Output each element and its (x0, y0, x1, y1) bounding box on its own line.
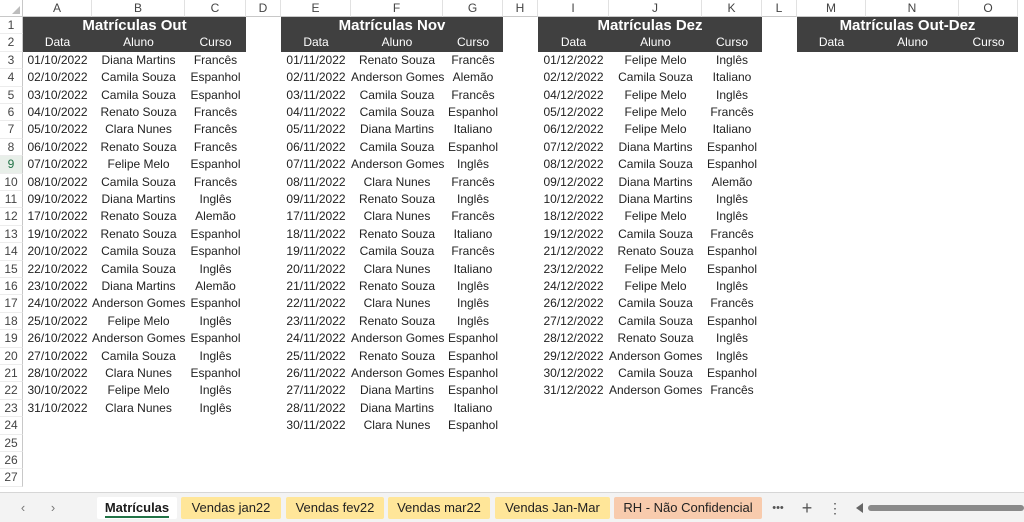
table-cell[interactable]: 02/10/2022 (27, 70, 88, 85)
table-cell[interactable]: Espanhol (190, 70, 241, 85)
table-cell[interactable]: 05/12/2022 (543, 105, 604, 119)
row-header-23[interactable]: 23 (0, 400, 23, 417)
table-cell[interactable]: Renato Souza (100, 105, 177, 119)
table-cell[interactable]: 06/11/2022 (286, 139, 346, 154)
column-label-data: Data (281, 34, 351, 51)
table-cell[interactable]: Espanhol (706, 139, 758, 154)
column-label-data: Data (538, 34, 609, 51)
sheet-tab[interactable]: RH - Não Confidencial (614, 497, 762, 519)
table-cell[interactable]: Francês (451, 52, 495, 67)
sheet-tab[interactable]: Vendas jan22 (181, 497, 281, 519)
table-cell[interactable]: Inglês (456, 279, 490, 293)
table-cell[interactable]: Diana Martins (101, 279, 176, 293)
table-cell[interactable]: 30/11/2022 (286, 418, 346, 433)
table-cell[interactable]: Francês (193, 105, 238, 119)
row-header-3[interactable]: 3 (0, 52, 23, 69)
table-cell[interactable]: Inglês (715, 279, 749, 293)
table-cell[interactable]: 07/10/2022 (27, 157, 88, 172)
table-cell[interactable]: Alemão (711, 174, 753, 189)
table-cell[interactable]: Camila Souza (359, 139, 435, 154)
table-cell[interactable]: Diana Martins (359, 122, 435, 137)
table-cell[interactable]: Francês (451, 174, 495, 189)
table-cell[interactable]: Espanhol (190, 366, 241, 380)
column-header-g[interactable]: G (443, 0, 503, 17)
table-cell[interactable]: Inglês (199, 348, 232, 363)
table-cell[interactable]: Clara Nunes (363, 261, 431, 276)
table-cell[interactable]: Clara Nunes (363, 209, 431, 224)
table-cell[interactable]: Inglês (199, 261, 232, 276)
table-cell[interactable]: Inglês (715, 87, 749, 102)
table-cell[interactable]: Espanhol (447, 348, 499, 363)
table-cell[interactable]: 25/11/2022 (286, 348, 346, 363)
table-cell[interactable]: 27/11/2022 (286, 383, 346, 398)
select-all-corner[interactable] (0, 0, 23, 17)
table-cell[interactable]: Camila Souza (359, 244, 435, 259)
table-cell[interactable]: Italiano (712, 122, 752, 137)
table-cell[interactable]: Espanhol (447, 366, 499, 380)
table-cell[interactable]: Felipe Melo (107, 157, 170, 172)
table-cell[interactable]: Camila Souza (101, 70, 176, 85)
table-cell[interactable]: Camila Souza (101, 244, 176, 259)
table-cell[interactable]: Espanhol (447, 105, 499, 119)
table-cell[interactable]: Espanhol (447, 383, 499, 398)
table-cell[interactable]: Francês (710, 226, 754, 241)
table-cell[interactable]: 01/12/2022 (543, 52, 604, 67)
table-cell[interactable]: 08/12/2022 (543, 157, 604, 172)
table-title: Matrículas Out-Dez (797, 17, 1018, 34)
table-cell[interactable]: 06/10/2022 (27, 139, 88, 154)
table-cell[interactable]: Alemão (195, 279, 236, 293)
table-cell[interactable]: Renato Souza (100, 139, 177, 154)
table-cell[interactable]: Felipe Melo (107, 313, 170, 328)
table-cell[interactable]: Clara Nunes (363, 296, 431, 311)
sheet-tab[interactable]: Vendas Jan-Mar (495, 497, 610, 519)
table-cell[interactable]: Inglês (456, 157, 490, 172)
row-header-15[interactable]: 15 (0, 261, 23, 278)
row-header-8[interactable]: 8 (0, 139, 23, 156)
table-cell[interactable]: 04/10/2022 (27, 105, 88, 119)
table-title: Matrículas Out (23, 17, 246, 34)
table-cell[interactable]: 19/12/2022 (543, 226, 604, 241)
table-cell[interactable]: Espanhol (706, 261, 758, 276)
sheet-tab[interactable]: Vendas fev22 (286, 497, 384, 519)
row-header-16[interactable]: 16 (0, 278, 23, 295)
table-cell[interactable]: Camila Souza (101, 87, 176, 102)
table-cell[interactable]: 08/11/2022 (286, 174, 346, 189)
more-sheets-icon[interactable]: ••• (772, 502, 784, 514)
table-cell[interactable]: Felipe Melo (624, 52, 687, 67)
row-header-18[interactable]: 18 (0, 313, 23, 330)
table-cell[interactable]: Inglês (715, 192, 749, 206)
table-cell[interactable]: Renato Souza (100, 209, 177, 224)
table-cell[interactable]: Espanhol (447, 418, 499, 433)
column-header-a[interactable]: A (23, 0, 92, 17)
scrollbar-thumb[interactable] (868, 505, 1024, 511)
table-cell[interactable]: 24/10/2022 (27, 296, 88, 311)
column-header-l[interactable]: L (762, 0, 797, 17)
table-cell[interactable]: Espanhol (706, 157, 758, 172)
table-cell[interactable]: 31/12/2022 (543, 383, 604, 398)
table-cell[interactable]: 22/11/2022 (286, 296, 346, 311)
table-cell[interactable]: Felipe Melo (624, 261, 687, 276)
table-cell[interactable]: 30/10/2022 (27, 383, 88, 398)
row-header-1[interactable]: 1 (0, 17, 23, 34)
row-header-11[interactable]: 11 (0, 191, 23, 208)
table-cell[interactable]: 22/10/2022 (27, 261, 88, 276)
table-cell[interactable]: Camila Souza (618, 313, 693, 328)
row-header-26[interactable]: 26 (0, 452, 23, 469)
table-cell[interactable]: 27/12/2022 (543, 313, 604, 328)
table-cell[interactable]: 17/11/2022 (286, 209, 346, 224)
table-cell[interactable]: Inglês (456, 192, 490, 206)
table-cell[interactable]: Espanhol (190, 331, 241, 346)
table-cell[interactable]: Camila Souza (359, 105, 435, 119)
row-header-27[interactable]: 27 (0, 469, 23, 486)
table-cell[interactable]: 18/12/2022 (543, 209, 604, 224)
column-header-d[interactable]: D (246, 0, 281, 17)
row-header-13[interactable]: 13 (0, 226, 23, 243)
table-cell[interactable]: 17/10/2022 (27, 209, 88, 224)
table-cell[interactable]: Camila Souza (618, 296, 693, 311)
column-label-data: Data (797, 34, 866, 51)
table-cell[interactable]: Francês (451, 244, 495, 259)
table-cell[interactable]: 27/10/2022 (27, 348, 88, 363)
table-cell[interactable]: Inglês (199, 313, 232, 328)
table-cell[interactable]: Espanhol (190, 87, 241, 102)
table-cell[interactable]: 29/12/2022 (543, 348, 604, 363)
scroll-tabs-left-icon[interactable]: ‹ (20, 500, 26, 515)
table-cell[interactable]: 28/11/2022 (286, 400, 346, 415)
row-header-19[interactable]: 19 (0, 330, 23, 347)
table-cell[interactable]: 09/11/2022 (286, 192, 346, 206)
table-cell[interactable]: 20/11/2022 (286, 261, 346, 276)
table-cell[interactable]: 26/11/2022 (286, 366, 346, 380)
table-title: Matrículas Nov (281, 17, 503, 34)
table-cell[interactable]: Anderson Gomes (351, 70, 445, 85)
row-header-7[interactable]: 7 (0, 121, 23, 138)
table-cell[interactable]: Diana Martins (101, 52, 176, 67)
column-header-k[interactable]: K (702, 0, 762, 17)
column-header-f[interactable]: F (351, 0, 443, 17)
column-label-curso: Curso (702, 34, 762, 51)
column-label-curso: Curso (443, 34, 503, 51)
table-cell[interactable]: Anderson Gomes (609, 348, 703, 363)
row-header-2[interactable]: 2 (0, 34, 23, 51)
column-header-o[interactable]: O (959, 0, 1018, 17)
table-cell[interactable]: Inglês (715, 52, 749, 67)
table-cell[interactable]: 24/11/2022 (286, 331, 346, 346)
horizontal-scrollbar[interactable] (856, 503, 1024, 513)
table-cell[interactable]: 21/11/2022 (286, 279, 346, 293)
column-label-curso: Curso (185, 34, 246, 51)
table-cell[interactable]: 06/12/2022 (543, 122, 604, 137)
column-header-e[interactable]: E (281, 0, 351, 17)
table-cell[interactable]: 25/10/2022 (27, 313, 88, 328)
table-cell[interactable]: Espanhol (447, 139, 499, 154)
table-cell[interactable]: Felipe Melo (624, 87, 687, 102)
table-cell[interactable]: Espanhol (190, 157, 241, 172)
table-cell[interactable]: 08/10/2022 (27, 174, 88, 189)
row-header-25[interactable]: 25 (0, 435, 23, 452)
table-cell[interactable]: 02/12/2022 (543, 70, 604, 85)
table-cell[interactable]: Diana Martins (359, 383, 435, 398)
table-cell[interactable]: Anderson Gomes (351, 331, 445, 346)
column-header-c[interactable]: C (185, 0, 246, 17)
table-cell[interactable]: Inglês (199, 192, 232, 206)
add-sheet-icon[interactable]: + (801, 498, 813, 518)
table-cell[interactable]: 19/11/2022 (286, 244, 346, 259)
table-cell[interactable]: Felipe Melo (624, 209, 687, 224)
table-cell[interactable]: Italiano (453, 226, 493, 241)
table-cell[interactable]: Inglês (715, 348, 749, 363)
table-cell[interactable]: Francês (193, 122, 238, 137)
table-cell[interactable]: 03/10/2022 (27, 87, 88, 102)
table-cell[interactable]: 28/10/2022 (27, 366, 88, 380)
table-cell[interactable]: Espanhol (190, 296, 241, 311)
row-header-22[interactable]: 22 (0, 382, 23, 399)
table-cell[interactable]: Diana Martins (618, 192, 693, 206)
table-cell[interactable]: Espanhol (706, 244, 758, 259)
table-cell[interactable]: 23/10/2022 (27, 279, 88, 293)
table-cell[interactable]: Camila Souza (618, 226, 693, 241)
table-cell[interactable]: Clara Nunes (363, 174, 431, 189)
table-cell[interactable]: Camila Souza (101, 174, 176, 189)
table-cell[interactable]: 23/11/2022 (286, 313, 346, 328)
table-title: Matrículas Dez (538, 17, 762, 34)
table-cell[interactable]: Anderson Gomes (609, 383, 703, 398)
table-cell[interactable]: Renato Souza (358, 313, 436, 328)
row-header-20[interactable]: 20 (0, 348, 23, 365)
column-label-aluno: Aluno (351, 34, 443, 51)
options-icon[interactable]: ⋮ (828, 500, 842, 516)
table-cell[interactable]: Francês (193, 174, 238, 189)
table-cell[interactable]: Espanhol (190, 226, 241, 241)
table-cell[interactable]: Diana Martins (359, 400, 435, 415)
row-header-9[interactable]: 9 (0, 156, 23, 173)
table-cell[interactable]: 24/12/2022 (543, 279, 604, 293)
scroll-left-arrow-icon[interactable] (856, 503, 863, 513)
table-cell[interactable]: 26/10/2022 (27, 331, 88, 346)
table-cell[interactable]: Francês (451, 87, 495, 102)
table-cell[interactable]: 23/12/2022 (543, 261, 604, 276)
table-cell[interactable]: 21/12/2022 (543, 244, 604, 259)
column-label-curso: Curso (959, 34, 1018, 51)
table-cell[interactable]: Camila Souza (618, 366, 693, 380)
row-header-4[interactable]: 4 (0, 69, 23, 86)
column-label-aluno: Aluno (609, 34, 702, 51)
table-cell[interactable]: Clara Nunes (105, 122, 172, 137)
table-cell[interactable]: 04/12/2022 (543, 87, 604, 102)
table-cell[interactable]: Felipe Melo (107, 383, 170, 398)
table-cell[interactable]: Anderson Gomes (351, 157, 445, 172)
table-cell[interactable]: 09/12/2022 (543, 174, 604, 189)
column-header-i[interactable]: I (538, 0, 609, 17)
table-cell[interactable]: 01/10/2022 (27, 52, 88, 67)
table-cell[interactable]: Renato Souza (100, 226, 177, 241)
table-cell[interactable]: Francês (710, 383, 754, 398)
table-cell[interactable]: Inglês (715, 209, 749, 224)
table-cell[interactable]: 18/11/2022 (286, 226, 346, 241)
table-cell[interactable]: Renato Souza (617, 244, 694, 259)
table-cell[interactable]: Clara Nunes (363, 418, 431, 433)
table-cell[interactable]: Renato Souza (358, 279, 436, 293)
table-cell[interactable]: Italiano (453, 261, 493, 276)
row-header-17[interactable]: 17 (0, 295, 23, 312)
table-cell[interactable]: 07/12/2022 (543, 139, 604, 154)
table-cell[interactable]: Francês (193, 139, 238, 154)
table-cell[interactable]: Camila Souza (359, 87, 435, 102)
table-cell[interactable]: Camila Souza (101, 261, 176, 276)
table-cell[interactable]: Felipe Melo (624, 105, 687, 119)
row-header-24[interactable]: 24 (0, 417, 23, 434)
table-cell[interactable]: Inglês (715, 331, 749, 346)
table-cell[interactable]: Felipe Melo (624, 279, 687, 293)
column-header-j[interactable]: J (609, 0, 702, 17)
column-header-h[interactable]: H (503, 0, 538, 17)
table-cell[interactable]: Inglês (456, 296, 490, 311)
table-cell[interactable]: Francês (451, 209, 495, 224)
table-cell[interactable]: 10/12/2022 (543, 192, 604, 206)
row-header-10[interactable]: 10 (0, 174, 23, 191)
table-cell[interactable]: 04/11/2022 (286, 105, 346, 119)
table-cell[interactable]: Camila Souza (101, 348, 176, 363)
table-cell[interactable]: Diana Martins (618, 174, 693, 189)
scroll-tabs-right-icon[interactable]: › (50, 500, 56, 515)
column-label-aluno: Aluno (866, 34, 959, 51)
table-cell[interactable]: Diana Martins (618, 139, 693, 154)
table-cell[interactable]: 05/10/2022 (27, 122, 88, 137)
table-cell[interactable]: 05/11/2022 (286, 122, 346, 137)
table-cell[interactable]: Italiano (453, 400, 493, 415)
table-cell[interactable]: Francês (710, 105, 754, 119)
table-cell[interactable]: Alemão (452, 70, 494, 85)
table-cell[interactable]: Renato Souza (358, 348, 436, 363)
table-cell[interactable]: Italiano (453, 122, 493, 137)
sheet-tab-bar (0, 492, 1024, 522)
table-cell[interactable]: Renato Souza (358, 52, 436, 67)
row-header-5[interactable]: 5 (0, 87, 23, 104)
table-cell[interactable]: 28/12/2022 (543, 331, 604, 346)
table-cell[interactable]: Renato Souza (358, 226, 436, 241)
table-cell[interactable]: Camila Souza (618, 70, 693, 85)
table-cell[interactable]: 30/12/2022 (543, 366, 604, 380)
table-cell[interactable]: Espanhol (706, 366, 758, 380)
row-header-6[interactable]: 6 (0, 104, 23, 121)
table-cell[interactable]: Inglês (456, 313, 490, 328)
table-cell[interactable]: Alemão (195, 209, 236, 224)
table-cell[interactable]: 03/11/2022 (286, 87, 346, 102)
column-header-m[interactable]: M (797, 0, 866, 17)
sheet-tab[interactable]: Matrículas (97, 497, 177, 519)
table-cell[interactable]: Espanhol (447, 331, 499, 346)
column-header-b[interactable]: B (92, 0, 185, 17)
table-cell[interactable]: Clara Nunes (105, 400, 172, 415)
table-cell[interactable]: Inglês (199, 383, 232, 398)
table-cell[interactable]: 19/10/2022 (27, 226, 88, 241)
sheet-tab[interactable]: Vendas mar22 (388, 497, 490, 519)
row-header-12[interactable]: 12 (0, 208, 23, 225)
column-header-n[interactable]: N (866, 0, 959, 17)
table-cell[interactable]: Anderson Gomes (92, 331, 186, 346)
table-cell[interactable]: Espanhol (706, 313, 758, 328)
table-cell[interactable]: Italiano (712, 70, 752, 85)
table-cell[interactable]: Camila Souza (618, 157, 693, 172)
table-cell[interactable]: 07/11/2022 (286, 157, 346, 172)
table-cell[interactable]: Anderson Gomes (351, 366, 445, 380)
row-header-14[interactable]: 14 (0, 243, 23, 260)
table-cell[interactable]: Clara Nunes (105, 366, 172, 380)
table-cell[interactable]: 02/11/2022 (286, 70, 346, 85)
table-cell[interactable]: Diana Martins (101, 192, 176, 206)
table-cell[interactable]: 01/11/2022 (286, 52, 346, 67)
table-cell[interactable]: 20/10/2022 (27, 244, 88, 259)
table-cell[interactable]: Renato Souza (617, 331, 694, 346)
table-cell[interactable]: 09/10/2022 (27, 192, 88, 206)
table-cell[interactable]: Felipe Melo (624, 122, 687, 137)
table-cell[interactable]: 31/10/2022 (27, 400, 88, 415)
column-label-aluno: Aluno (92, 34, 185, 51)
row-header-21[interactable]: 21 (0, 365, 23, 382)
table-cell[interactable]: Espanhol (190, 244, 241, 259)
table-cell[interactable]: Anderson Gomes (92, 296, 186, 311)
table-cell[interactable]: 26/12/2022 (543, 296, 604, 311)
table-cell[interactable]: Francês (710, 296, 754, 311)
column-label-data: Data (23, 34, 92, 51)
table-cell[interactable]: Renato Souza (358, 192, 436, 206)
table-cell[interactable]: Inglês (199, 400, 232, 415)
table-cell[interactable]: Francês (193, 52, 238, 67)
